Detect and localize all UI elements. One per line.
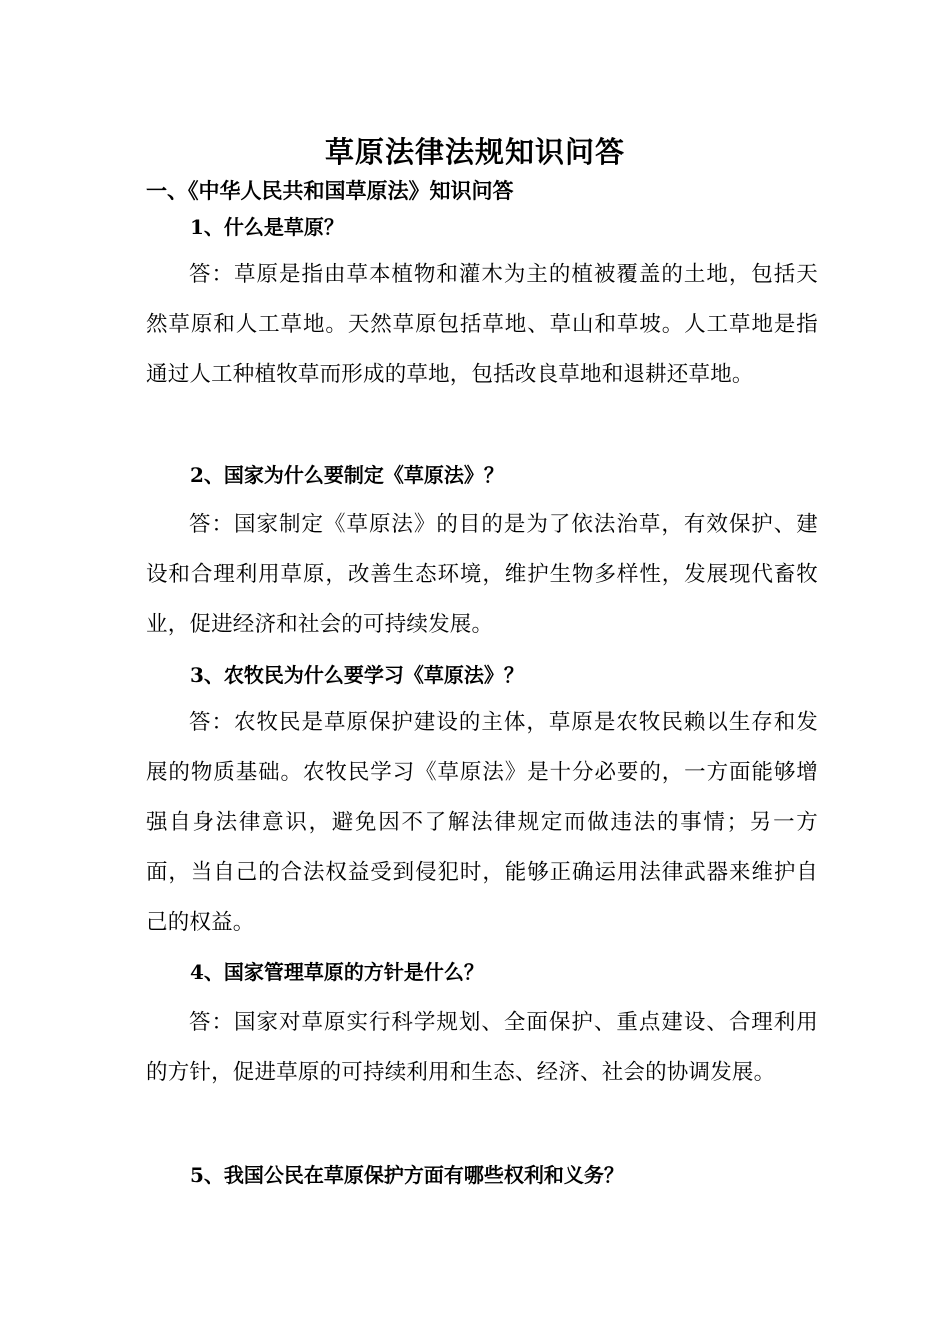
answer-4: 答：国家对草原实行科学规划、全面保护、重点建设、合理利用的方针，促进草原的可持续利用和生态、经济、社会的协调发展。	[146, 1010, 818, 1085]
document-title: 草原法律法规知识问答	[324, 135, 625, 169]
question-4: 4、国家管理草原的方针是什么？	[190, 960, 484, 984]
question-1: 1、什么是草原？	[190, 215, 344, 239]
section-heading: 一、《中华人民共和国草原法》知识问答	[146, 178, 514, 203]
answer-3: 答：农牧民是草原保护建设的主体，草原是农牧民赖以生存和发展的物质基础。农牧民学习《草原法》是十分必要的，一方面能够增强自身法律意识，避免因不了解法律规定而做违法的事情；另一方面，当自己的合法权益受到侵犯时，能够正确运用法律武器来维护自己的权益。	[146, 710, 818, 935]
question-2: 2、国家为什么要制定《草原法》？	[190, 463, 504, 487]
answer-2: 答：国家制定《草原法》的目的是为了依法治草，有效保护、建设和合理利用草原，改善生态环境，维护生物多样性，发展现代畜牧业，促进经济和社会的可持续发展。	[146, 512, 818, 637]
question-5: 5、我国公民在草原保护方面有哪些权利和义务？	[190, 1163, 624, 1187]
question-3: 3、农牧民为什么要学习《草原法》？	[190, 663, 524, 687]
answer-1: 答：草原是指由草本植物和灌木为主的植被覆盖的土地，包括天然草原和人工草地。天然草原包括草地、草山和草坡。人工草地是指通过人工种植牧草而形成的草地，包括改良草地和退耕还草地。	[146, 262, 818, 387]
